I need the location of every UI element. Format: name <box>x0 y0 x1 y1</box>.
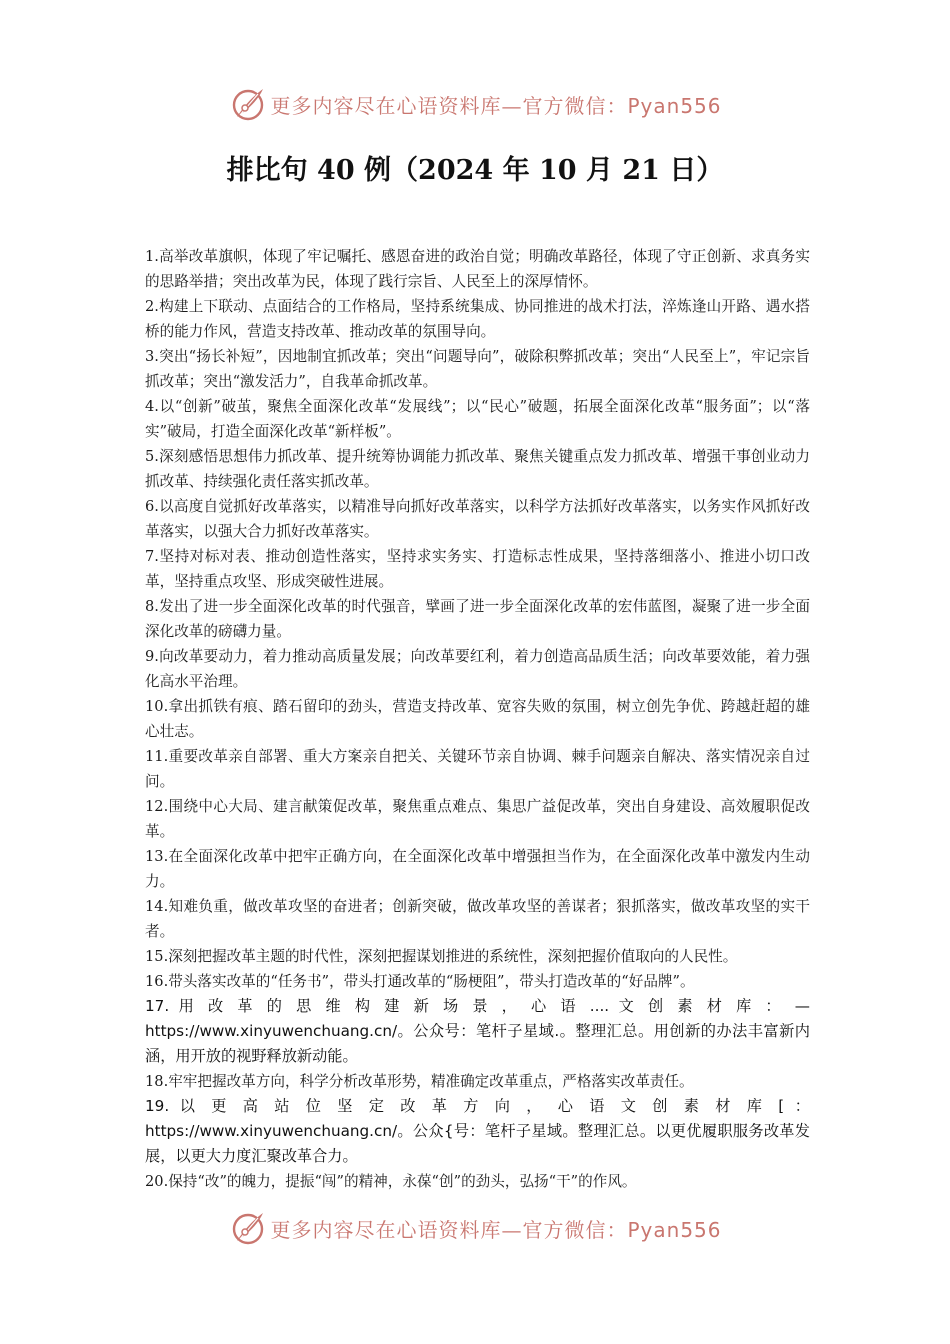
list-item: 16.带头落实改革的“任务书”，带头打通改革的“肠梗阻”，带头打造改革的“好品牌”。 <box>145 973 695 990</box>
header-watermark-banner <box>0 82 950 126</box>
list-item: 8.发出了进一步全面深化改革的时代强音，擘画了进一步全面深化改革的宏伟蓝图，凝聚了进一步全面深化改革的磅礴力量。 <box>145 598 810 640</box>
list-item: 3.突出“扬长补短”，因地制宜抓改革；突出“问题导向”，破除积弊抓改革；突出“人民至上”，牢记宗旨抓改革；突出“激发活力”，自我革命抓改革。 <box>145 348 810 390</box>
quill-logo-icon <box>228 84 268 124</box>
list-item: 15.深刻把握改革主题的时代性，深刻把握谋划推进的系统性，深刻把握价值取向的人民性。 <box>145 948 738 965</box>
quill-logo-icon <box>228 1208 268 1248</box>
list-item: 6.以高度自觉抓好改革落实，以精准导向抓好改革落实，以科学方法抓好改革落实，以务实作风抓好改革落实，以强大合力抓好改革落实。 <box>145 498 810 540</box>
list-item: 5.深刻感悟思想伟力抓改革、提升统筹协调能力抓改革、聚焦关键重点发力抓改革、增强干事创业动力抓改革、持续强化责任落实抓改革。 <box>145 448 810 490</box>
list-item: 10.拿出抓铁有痕、踏石留印的劲头，营造支持改革、宽容失败的氛围，树立创先争优、跨越赶超的雄心壮志。 <box>145 698 810 740</box>
list-item: 17. 用 改 革 的 思 维 构 建 新 场 景 ， 心 语 .... 文 创 素 材 库 ： — https://www.xinyuwenchuang.cn/。公众号：笔杆子星域.。整理汇总。用创新的办法丰富新内涵，用开放的视野释放新动能。 <box>145 997 810 1065</box>
list-item: 4.以“创新”破茧，聚焦全面深化改革“发展线”；以“民心”破题，拓展全面深化改革“服务面”；以“落实”破局，打造全面深化改革“新样板”。 <box>145 398 810 440</box>
page-title: 排比句 40 例（2024 年 10 月 21 日） <box>226 155 724 186</box>
list-item: 1.高举改革旗帜，体现了牢记嘱托、感恩奋进的政治自觉；明确改革路径，体现了守正创新、求真务实的思路举措；突出改革为民，体现了践行宗旨、人民至上的深厚情怀。 <box>145 248 810 290</box>
list-item: 19. 以 更 高 站 位 坚 定 改 革 方 向 ， 心 语 文 创 素 材 库 [ ： https://www.xinyuwenchuang.cn/。公众{号：笔杆子星域。整理汇总。以更优履职服务改革发展，以更大力度汇聚改革合力。 <box>145 1097 810 1165</box>
list-item: 2.构建上下联动、点面结合的工作格局，坚持系统集成、协同推进的战术打法，淬炼逢山开路、遇水搭桥的能力作风，营造支持改革、推动改革的氛围导向。 <box>145 298 810 340</box>
list-item: 20.保持“改”的魄力，提振“闯”的精神，永葆“创”的劲头，弘扬“干”的作风。 <box>145 1173 637 1190</box>
footer-watermark-banner <box>0 1206 950 1250</box>
list-item: 13.在全面深化改革中把牢正确方向，在全面深化改革中增强担当作为，在全面深化改革中激发内生动力。 <box>145 848 810 890</box>
article-body <box>145 244 810 1194</box>
list-item: 11.重要改革亲自部署、重大方案亲自把关、关键环节亲自协调、棘手问题亲自解决、落实情况亲自过问。 <box>145 748 810 790</box>
list-item: 12.围绕中心大局、建言献策促改革，聚焦重点难点、集思广益促改革，突出自身建设、高效履职促改革。 <box>145 798 810 840</box>
list-item: 18.牢牢把握改革方向，科学分析改革形势，精准确定改革重点，严格落实改革责任。 <box>145 1073 694 1090</box>
list-item: 9.向改革要动力，着力推动高质量发展；向改革要红利，着力创造高品质生活；向改革要效能，着力强化高水平治理。 <box>145 648 810 690</box>
list-item: 14.知难负重，做改革攻坚的奋进者；创新突破，做改革攻坚的善谋者；狠抓落实，做改革攻坚的实干者。 <box>145 898 810 940</box>
banner-text: 更多内容尽在心语资料库—官方微信：Pyan556 <box>270 1217 722 1242</box>
banner-text: 更多内容尽在心语资料库—官方微信：Pyan556 <box>270 93 722 118</box>
list-item: 7.坚持对标对表、推动创造性落实，坚持求实务实、打造标志性成果，坚持落细落小、推进小切口改革，坚持重点攻坚、形成突破性进展。 <box>145 548 810 590</box>
